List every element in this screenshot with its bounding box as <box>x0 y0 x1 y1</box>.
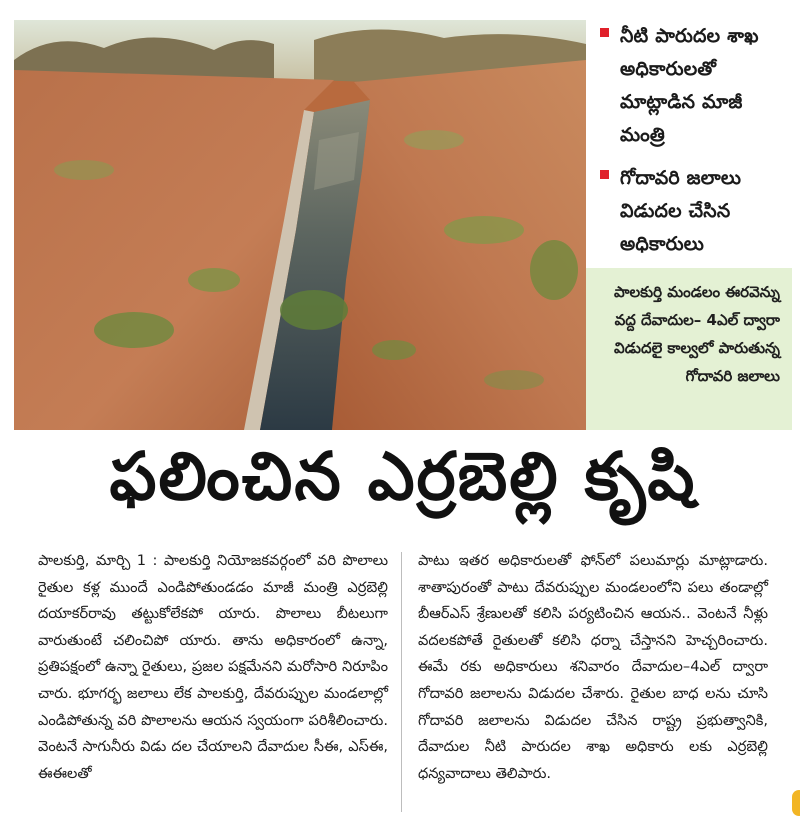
headline-text: ఫలించిన ఎర్రబెల్లి కృషి <box>109 437 697 515</box>
column-divider <box>401 552 402 812</box>
edge-marker <box>792 790 800 816</box>
highlight-item <box>596 162 792 261</box>
photo-caption <box>586 268 792 430</box>
canal-photo <box>14 20 586 430</box>
canal-photo-icon <box>14 20 586 430</box>
red-square-bullet-icon <box>600 28 609 37</box>
highlight-text: గోదావరి జలాలు విడుదల చేసిన అధికారులు <box>620 167 742 255</box>
article-column-left: పాలకుర్తి, మార్చి 1 : పాలకుర్తి నియోజకవర్గంలో వరి పొలాలు రైతుల కళ్ల ముందే ఎండిపోతుండడం మాజీ మంత్రి ఎర్రబెల్లి దయాకర్‌రావు తట్టుకోలేకపో యారు. పొలాలు బీటలుగా వారుతుంటే చలించిపో యారు. తాను అధికారంలో ఉన్నా, ప్రతిపక్షంలో ఉన్నా రైతులు, ప్రజల పక్షమేనని మరోసారి నిరూపిం చారు. భూగర్భ జలాలు లేక పాలకుర్తి, దేవరుప్పుల మండలాల్లో ఎండిపోతున్న వరి పొలాలను ఆయన స్వయంగా పరిశీలించారు. వెంటనే సాగునీరు విడు దల చేయాలని దేవాదుల సీఈ, ఎస్‌ఈ, ఈఈలతో <box>38 552 388 782</box>
article-column-right: పాటు ఇతర అధికారులతో ఫోన్‌లో పలుమార్లు మాట్లాడారు. శాతాపురంతో పాటు దేవరుప్పుల మండలంలోని పలు తండాల్లో బీఆర్‌ఎస్ శ్రేణులతో కలిసి పర్యటించిన ఆయన.. వెంటనే నీళ్లు వదలకపోతే రైతులతో కలిసి ధర్నా చేస్తానని హెచ్చరించారు. ఈమే రకు అధికారులు శనివారం దేవాదుల–4ఎల్ ద్వారా గోదావరి జలాలను విడుదల చేశారు. రైతుల బాధ లను చూసి గోదావరి జలాలను విడుదల చేసిన రాష్ట్ర ప్రభుత్వానికి, దేవాదుల నీటి పారుదల శాఖ అధికారు లకు ఎర్రబెల్లి ధన్యవాదాలు తెలిపారు. <box>418 552 768 782</box>
highlight-text: నీటి పారుదల శాఖ అధికారులతో మాట్లాడిన మాజీ మంత్రి <box>620 25 759 146</box>
caption-text: పాలకుర్తి మండలం ఈరవెన్ను వద్ద దేవాదుల– 4ఎల్ ద్వారా విడుదలై కాల్వలో పారుతున్న గోదావరి జలాలు <box>614 283 780 385</box>
headline <box>14 432 792 536</box>
highlights-box <box>596 20 792 264</box>
highlight-item <box>596 20 792 152</box>
red-square-bullet-icon <box>600 170 609 179</box>
